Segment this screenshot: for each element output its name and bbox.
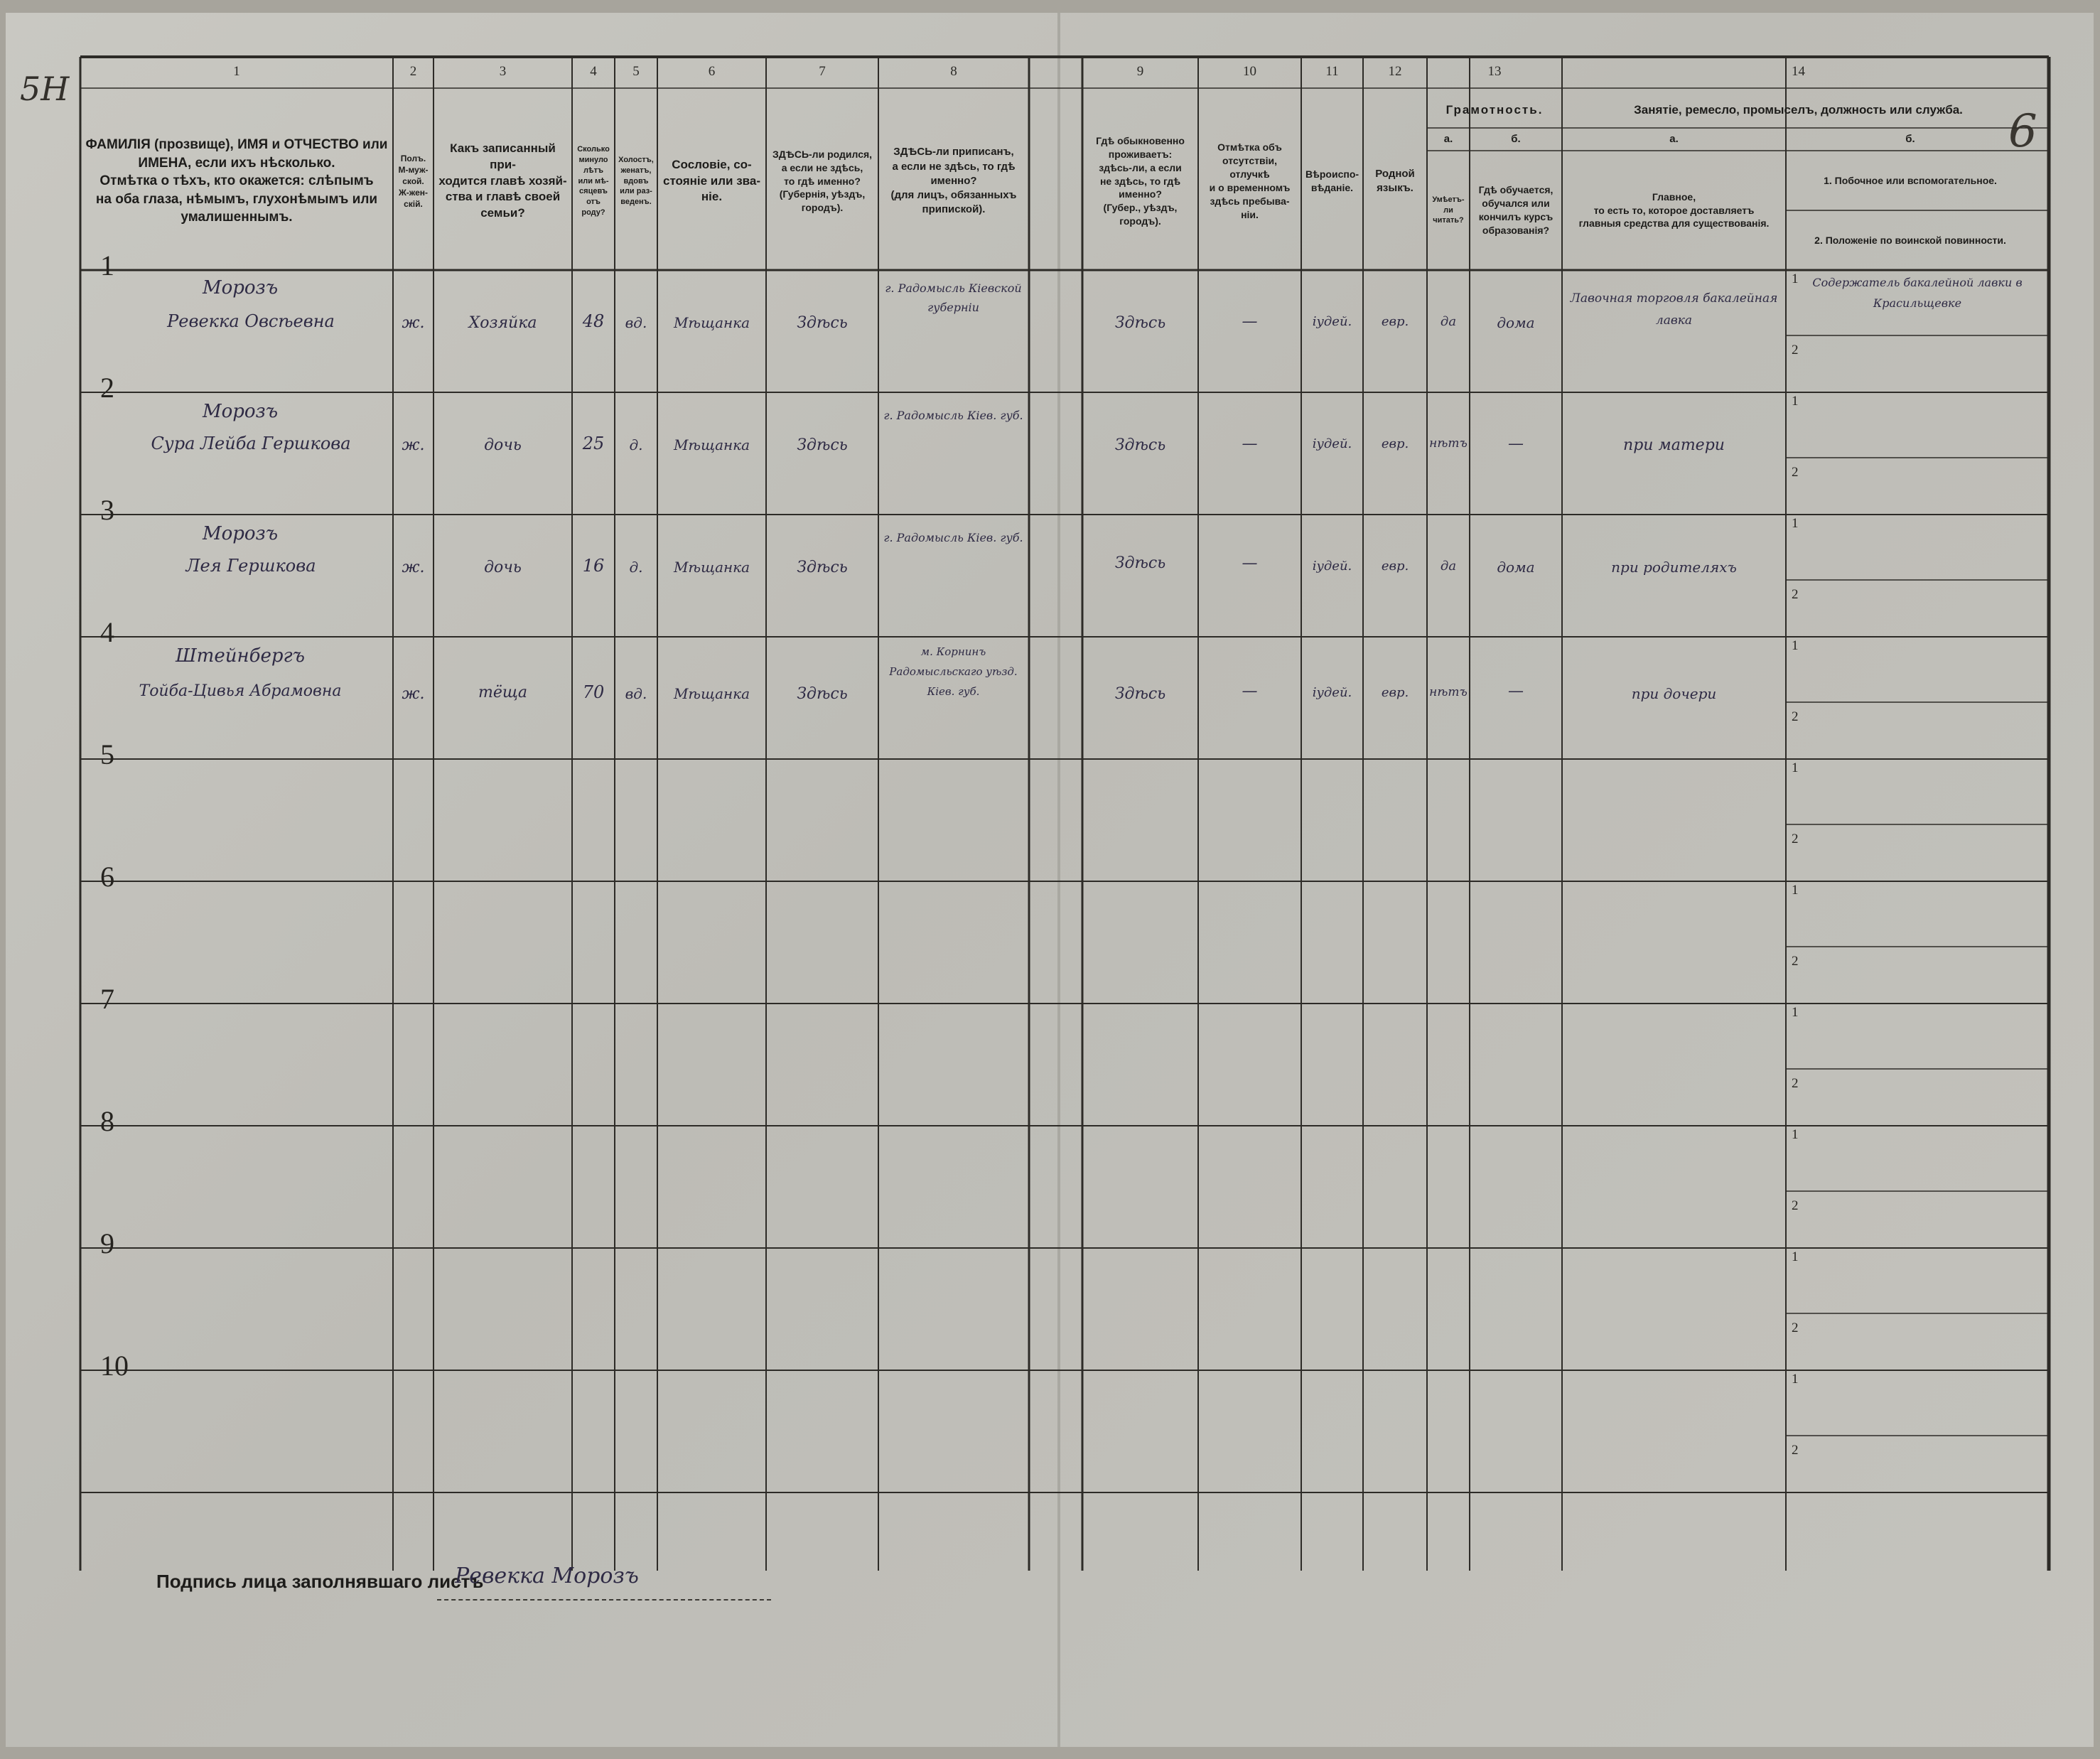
entry1-given-names: Ревекка Овсѣевна <box>167 311 335 331</box>
entry1-language: евр. <box>1381 314 1409 329</box>
column-number-11: 11 <box>1325 64 1339 79</box>
header-absence: Отмѣтка объ отсутствіи, отлучкѣ и о временномъ здѣсь пребыва- ніи. <box>1209 141 1291 220</box>
row-number-8: 8 <box>100 1105 114 1137</box>
row6-sub-2: 2 <box>1792 954 1799 969</box>
header-can-read: Умѣетъ- ли читать? <box>1432 195 1465 225</box>
entry3-religion: іудей. <box>1312 559 1352 574</box>
entry4-age: 70 <box>582 682 605 702</box>
page-number: 6 <box>2008 105 2037 158</box>
entry2-can-read: нѣтъ <box>1429 436 1468 451</box>
signature-line <box>437 1599 771 1601</box>
entry3-birthplace: Здѣсь <box>797 559 848 576</box>
column-number-3: 3 <box>499 64 507 79</box>
row10-sub-2: 2 <box>1792 1443 1799 1458</box>
entry4-education: — <box>1508 682 1524 700</box>
entry2-religion: іудей. <box>1312 436 1352 451</box>
header-birthplace: ЗДѢСЬ-ли родился, а если не здѣсь, то гдѣ именно? (Губернія, уѣздъ, городъ). <box>772 148 873 214</box>
entry4-marital: вд. <box>625 685 647 702</box>
row8-sub-2: 2 <box>1792 1198 1799 1213</box>
row7-sub-2: 2 <box>1792 1076 1799 1091</box>
row-number-3: 3 <box>100 494 114 526</box>
entry1-age: 48 <box>582 311 605 331</box>
entry3-residence: Здѣсь <box>1114 554 1166 572</box>
entry2-age: 25 <box>582 434 605 453</box>
row2-sub-1: 1 <box>1792 394 1799 409</box>
row2-sub-2: 2 <box>1792 465 1799 480</box>
entry2-marital: д. <box>629 436 643 453</box>
header-literacy-b-label: б. <box>1511 132 1521 145</box>
row9-sub-2: 2 <box>1792 1320 1799 1335</box>
entry1-estate: Мѣщанка <box>673 314 750 331</box>
signature-label: Подпись лица заполнявшаго листъ <box>156 1571 484 1592</box>
row6-sub-1: 1 <box>1792 883 1799 898</box>
column-number-5: 5 <box>632 64 640 79</box>
header-language: Родной языкъ. <box>1375 167 1415 194</box>
entry3-given-names: Лея Гершкова <box>185 556 316 576</box>
entry1-relation: Хозяйка <box>468 314 537 332</box>
entry4-sex: ж. <box>402 685 425 703</box>
header-main-occupation: Главное, то есть то, которое доставляетъ главныя средства для существованія. <box>1578 190 1770 230</box>
header-occupation: Занятіе, ремесло, промыселъ, должность или служба. <box>1634 102 1963 117</box>
column-number-6: 6 <box>708 64 716 79</box>
entry3-age: 16 <box>582 556 605 576</box>
header-literacy-a-label: а. <box>1443 132 1453 145</box>
entry3-marital: д. <box>629 559 643 576</box>
entry3-language: евр. <box>1381 559 1409 574</box>
entry2-surname: Морозъ <box>202 401 279 422</box>
column-number-2: 2 <box>409 64 417 79</box>
entry3-can-read: да <box>1440 559 1457 574</box>
entry2-main-occupation: при матери <box>1623 436 1725 454</box>
entry2-language: евр. <box>1381 436 1409 451</box>
entry4-religion: іудей. <box>1312 685 1352 700</box>
column-number-9: 9 <box>1136 64 1144 79</box>
row5-sub-1: 1 <box>1792 760 1799 775</box>
entry3-registered: г. Радомысль Кіев. губ. <box>883 531 1023 544</box>
header-registered: ЗДѢСЬ-ли приписанъ, а если не здѣсь, то гдѣ именно? (для лицъ, обязанныхъ припиской). <box>890 146 1017 216</box>
entry1-residence: Здѣсь <box>1114 314 1166 332</box>
row4-sub-2: 2 <box>1792 709 1799 724</box>
entry1-marital: вд. <box>625 314 647 331</box>
entry1-side-occupation: Содержатель бакалейной лавки в Красильщевке <box>1812 276 2023 310</box>
entry1-surname: Морозъ <box>202 277 279 298</box>
form-grid <box>80 57 2049 1571</box>
entry4-main-occupation: при дочери <box>1631 685 1717 702</box>
entry4-relation: тёща <box>478 684 528 701</box>
header-relation: Какъ записанный при- ходится главѣ хозяй- ства и главѣ своей семьи? <box>438 141 567 220</box>
entry3-main-occupation: при родителяхъ <box>1611 559 1737 576</box>
column-number-12: 12 <box>1388 64 1402 79</box>
header-occupation-b-label: б. <box>1905 132 1915 145</box>
entry1-main-occupation: Лавочная торговля бакалейная лавка <box>1570 291 1778 328</box>
header-age: Сколько минуло лѣтъ или мѣ- сяцевъ отъ роду? <box>577 145 610 217</box>
entry1-absence: — <box>1242 313 1258 330</box>
entry4-residence: Здѣсь <box>1114 685 1166 703</box>
row3-sub-2: 2 <box>1792 587 1799 602</box>
archive-folio-number: 5Н <box>20 70 70 108</box>
entry1-birthplace: Здѣсь <box>797 314 848 332</box>
header-estate: Сословіе, со- стояніе или зва- ніе. <box>662 157 761 204</box>
entry3-education: дома <box>1497 559 1535 576</box>
row-number-7: 7 <box>100 983 114 1015</box>
column-number-14: 14 <box>1792 64 1805 79</box>
row-number-1: 1 <box>100 249 114 281</box>
entry3-sex: ж. <box>402 559 425 576</box>
row-number-4: 4 <box>100 616 114 648</box>
column-number-4: 4 <box>590 64 597 79</box>
entry2-sex: ж. <box>402 436 425 454</box>
row10-sub-1: 1 <box>1792 1372 1799 1387</box>
entry2-relation: дочь <box>484 436 522 454</box>
entry3-estate: Мѣщанка <box>673 559 750 576</box>
header-religion: Вѣроиспо- вѣданіе. <box>1305 168 1359 193</box>
header-residence: Гдѣ обыкновенно проживаетъ: здѣсь-ли, а если не здѣсь, то гдѣ именно? (Губер., уѣздъ, городъ). <box>1096 134 1185 227</box>
entry3-relation: дочь <box>484 559 522 576</box>
entry2-residence: Здѣсь <box>1114 436 1166 454</box>
row4-sub-1: 1 <box>1792 638 1799 653</box>
entry2-given-names: Сура Лейба Гершкова <box>151 434 351 453</box>
column-number-1: 1 <box>233 64 240 79</box>
row1-sub-2: 2 <box>1792 343 1799 357</box>
entry4-given-names: Тойба-Цивья Абрамовна <box>139 682 342 700</box>
header-education: Гдѣ обучается, обучался или кончилъ курсъ образованія? <box>1478 184 1554 236</box>
header-marital: Холостъ, женатъ, вдовъ или раз- веденъ. <box>618 155 654 207</box>
row-number-9: 9 <box>100 1227 114 1259</box>
entry1-registered: г. Радомысль Кіевской губерніи <box>885 281 1022 315</box>
entry2-registered: г. Радомысль Кіев. губ. <box>883 409 1023 422</box>
row-number-10: 10 <box>100 1350 129 1382</box>
entry4-language: евр. <box>1381 685 1409 700</box>
entry1-sex: ж. <box>402 314 425 332</box>
header-literacy: Грамотность. <box>1445 102 1544 117</box>
header-occupation-a-label: а. <box>1669 132 1679 145</box>
entry4-birthplace: Здѣсь <box>797 685 848 703</box>
column-number-10: 10 <box>1243 64 1256 79</box>
column-number-8: 8 <box>950 64 957 79</box>
row7-sub-1: 1 <box>1792 1005 1799 1020</box>
header-side-occupation: 1. Побочное или вспомогательное. <box>1824 174 1997 186</box>
entry1-education: дома <box>1497 314 1535 331</box>
header-sex: Полъ. М-муж- ской. Ж-жен- скій. <box>398 153 429 210</box>
column-number-13: 13 <box>1487 64 1502 79</box>
entry1-religion: іудей. <box>1312 314 1352 329</box>
row9-sub-1: 1 <box>1792 1249 1799 1264</box>
row-number-2: 2 <box>100 372 114 404</box>
entry4-surname: Штейнбергъ <box>176 645 305 667</box>
entry2-birthplace: Здѣсь <box>797 436 848 454</box>
row1-sub-1: 1 <box>1792 271 1799 286</box>
row5-sub-2: 2 <box>1792 832 1799 846</box>
row-number-6: 6 <box>100 861 114 893</box>
row3-sub-1: 1 <box>1792 516 1799 531</box>
entry4-estate: Мѣщанка <box>673 685 750 702</box>
entry4-can-read: нѣтъ <box>1429 685 1468 699</box>
entry1-can-read: да <box>1440 314 1457 329</box>
entry2-estate: Мѣщанка <box>673 436 750 453</box>
header-name: ФАМИЛІЯ (прозвище), ИМЯ и ОТЧЕСТВО или ИМЕНА, если ихъ нѣсколько. Отмѣтка о тѣхъ, кто окажется: слѣпымъ на оба глаза, нѣмымъ, глухонѣмымъ или умалишеннымъ. <box>85 136 388 225</box>
entry4-absence: — <box>1242 682 1258 700</box>
entry3-surname: Морозъ <box>202 523 279 544</box>
entry2-education: — <box>1508 435 1524 453</box>
header-military-status: 2. Положеніе по воинской повинности. <box>1814 234 2006 246</box>
column-number-7: 7 <box>819 64 826 79</box>
row-number-5: 5 <box>100 738 114 770</box>
signature-value: Ревекка Морозъ <box>455 1564 639 1588</box>
entry3-absence: — <box>1242 554 1258 572</box>
entry2-absence: — <box>1242 435 1258 453</box>
entry4-registered: м. Корнинъ Радомысльскаго уѣзд. Кіев. губ. <box>889 645 1018 698</box>
row8-sub-1: 1 <box>1792 1127 1799 1142</box>
